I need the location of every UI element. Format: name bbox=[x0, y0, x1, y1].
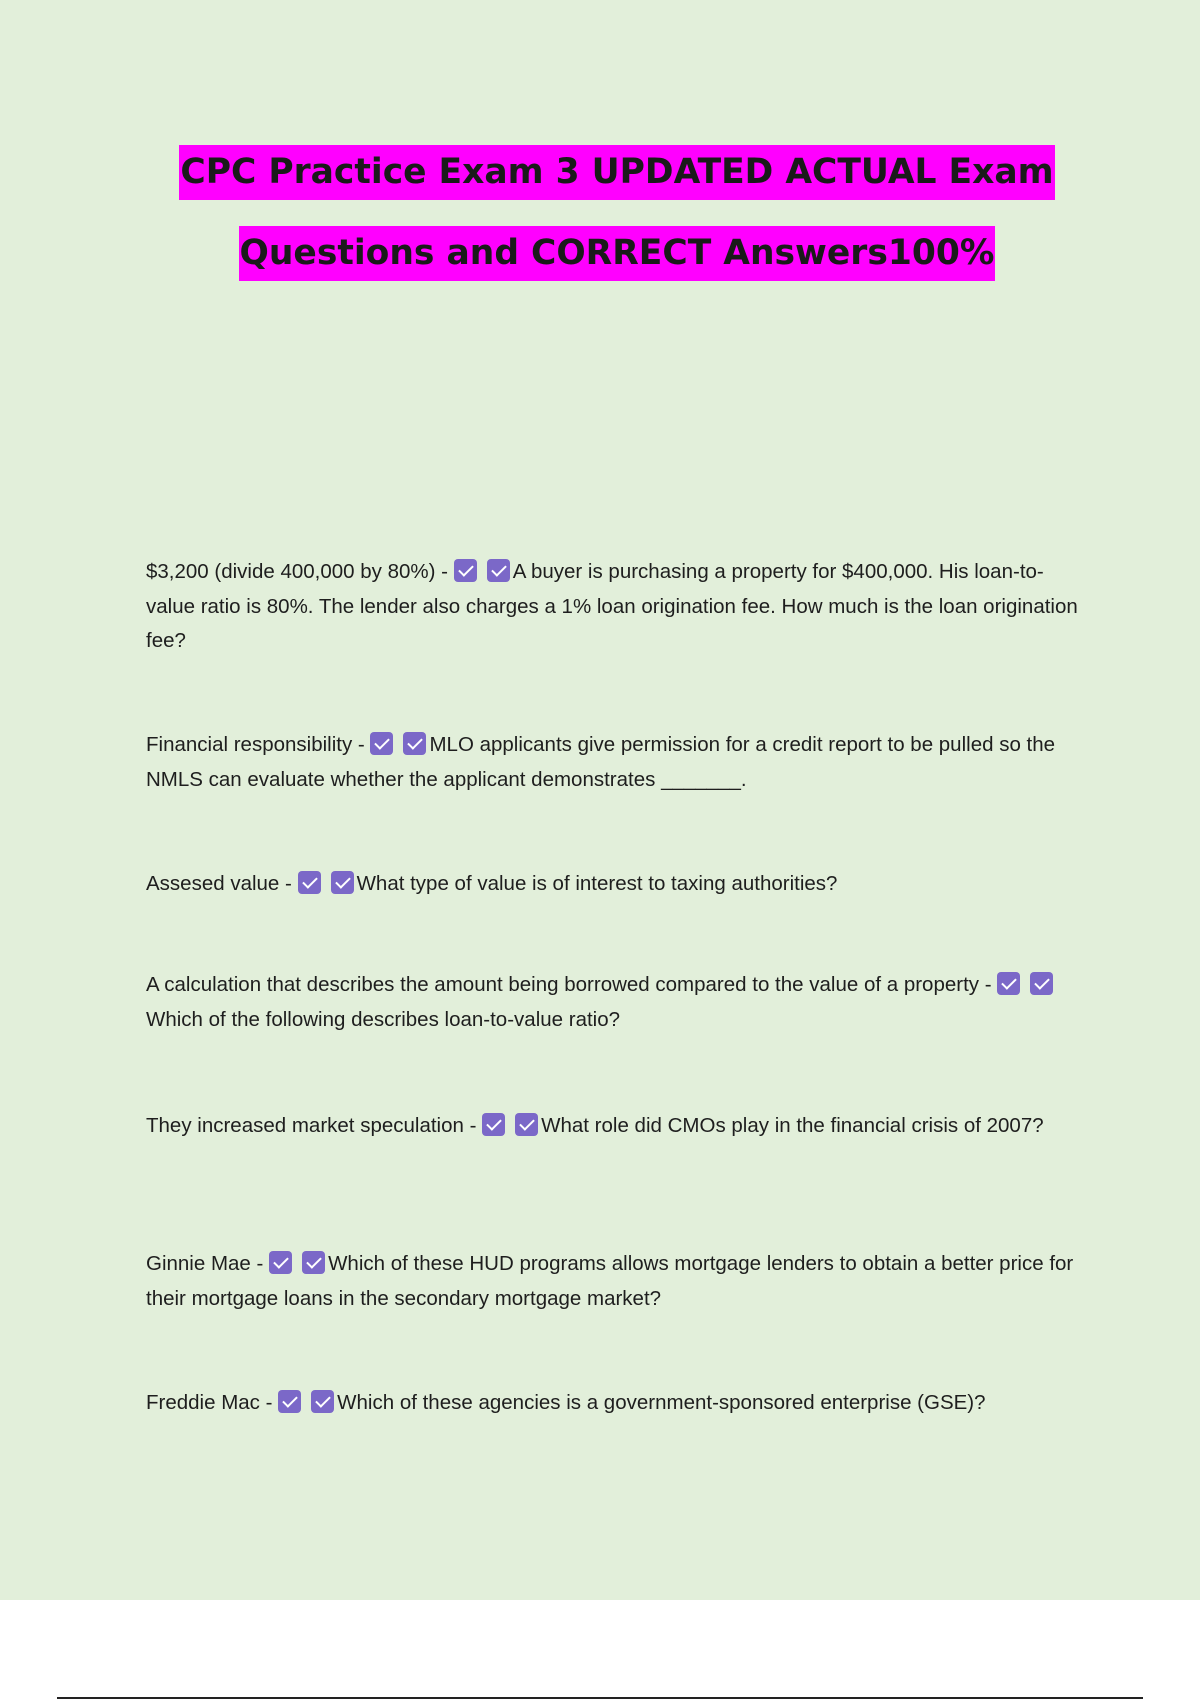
question-text: What type of value is of interest to taxing authorities? bbox=[356, 872, 838, 895]
checkmark-icon bbox=[269, 1251, 292, 1274]
answer-text: Assesed value - bbox=[146, 872, 292, 895]
answer-text: Freddie Mac - bbox=[146, 1391, 273, 1414]
checkmark-icon bbox=[454, 559, 477, 582]
checkmark-icon bbox=[302, 1251, 325, 1274]
checkmark-icon bbox=[370, 732, 393, 755]
checkmark-icon bbox=[403, 732, 426, 755]
answer-text: A calculation that describes the amount being borrowed compared to the value of a property - bbox=[146, 973, 992, 996]
question-text: What role did CMOs play in the financial crisis of 2007? bbox=[541, 1114, 1044, 1137]
checkmark-icon bbox=[278, 1390, 301, 1413]
qa-item bbox=[146, 1247, 1086, 1316]
checkmark-icon bbox=[298, 871, 321, 894]
qa-item bbox=[146, 728, 1086, 797]
question-text: A buyer is purchasing a property for $400,000. His loan-to-value ratio is 80%. The lender also charges a 1% loan origination fee. How much is the loan origination fee? bbox=[146, 560, 1078, 652]
question-text: Which of the following describes loan-to-value ratio? bbox=[146, 1007, 621, 1031]
qa-item bbox=[146, 1386, 1086, 1421]
qa-item bbox=[146, 555, 1086, 659]
title-line-2: Questions and CORRECT Answers100% bbox=[239, 226, 996, 281]
answer-text: Ginnie Mae - bbox=[146, 1252, 264, 1275]
question-text: Which of these HUD programs allows mortgage lenders to obtain a better price for their mortgage loans in the secondary mortgage market? bbox=[146, 1252, 1074, 1310]
answer-text: They increased market speculation - bbox=[146, 1114, 477, 1137]
answer-text: Financial responsibility - bbox=[146, 733, 365, 756]
qa-item bbox=[146, 968, 1086, 1037]
qa-item bbox=[146, 867, 1086, 902]
checkmark-icon bbox=[311, 1390, 334, 1413]
checkmark-icon bbox=[997, 972, 1020, 995]
title-line-1: CPC Practice Exam 3 UPDATED ACTUAL Exam bbox=[179, 145, 1054, 200]
document-title bbox=[0, 145, 1200, 281]
qa-item bbox=[146, 1109, 1086, 1144]
checkmark-icon bbox=[515, 1113, 538, 1136]
answer-text: $3,200 (divide 400,000 by 80%) - bbox=[146, 560, 449, 583]
checkmark-icon bbox=[487, 559, 510, 582]
checkmark-icon bbox=[1030, 972, 1053, 995]
question-text: MLO applicants give permission for a credit report to be pulled so the NMLS can evaluate whether the applicant demonstrates _______. bbox=[146, 733, 1056, 791]
checkmark-icon bbox=[331, 871, 354, 894]
footer-divider bbox=[57, 1697, 1143, 1699]
checkmark-icon bbox=[482, 1113, 505, 1136]
question-text: Which of these agencies is a government-sponsored enterprise (GSE)? bbox=[337, 1391, 986, 1414]
